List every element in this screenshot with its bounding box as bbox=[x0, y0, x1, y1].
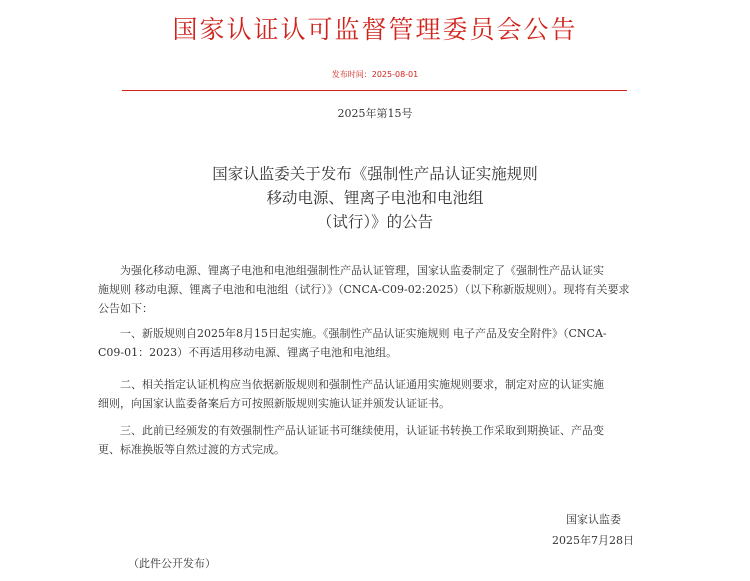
announcement-header: 国家认证认可监督管理委员会公告 bbox=[172, 15, 578, 44]
paragraph-line: 细则，向国家认监委备案后方可按照新版规则实施认证并颁发认证证书。 bbox=[98, 397, 450, 410]
paragraph-line: 公告如下： bbox=[98, 302, 153, 315]
item-two-paragraph bbox=[98, 375, 638, 413]
header-divider bbox=[122, 90, 627, 91]
paragraph-line: 为强化移动电源、锂离子电池和电池组强制性产品认证管理，国家认监委制定了《强制性产品认证实 bbox=[120, 264, 604, 277]
paragraph-line: 施规则 移动电源、锂离子电池和电池组（试行）》（CNCA-C09-02:2025）（以下称新版规则）。现将有关要求 bbox=[98, 283, 630, 296]
paragraph-line: 二、相关指定认证机构应当依据新版规则和强制性产品认证通用实施规则要求，制定对应的认证实施 bbox=[120, 378, 604, 391]
title-line: 国家认监委关于发布《强制性产品认证实施规则 bbox=[212, 165, 538, 183]
title-line: （试行）》的公告 bbox=[316, 213, 434, 231]
paragraph-line: 更、标准换版等自然过渡的方式完成。 bbox=[98, 443, 285, 456]
paragraph-line: 一、新版规则自2025年8月15日起实施。《强制性产品认证实施规则 电子产品及安全附件》（CNCA- bbox=[120, 327, 607, 340]
signature-organization: 国家认监委 bbox=[566, 513, 621, 526]
title-line: 移动电源、锂离子电池和电池组 bbox=[266, 189, 484, 207]
paragraph-line: 三、此前已经颁发的有效强制性产品认证证书可继续使用，认证证书转换工作采取到期换证、产品变 bbox=[120, 424, 604, 437]
item-one-paragraph bbox=[98, 324, 638, 362]
signature-date: 2025年7月28日 bbox=[552, 534, 634, 547]
public-release-note: （此件公开发布） bbox=[128, 557, 216, 570]
document-title bbox=[0, 162, 750, 234]
item-three-paragraph bbox=[98, 421, 638, 459]
intro-paragraph bbox=[98, 261, 638, 318]
document-number: 2025年第15号 bbox=[337, 107, 413, 120]
publish-time: 发布时间：2025-08-01 bbox=[331, 70, 419, 79]
paragraph-line: C09-01：2023）不再适用移动电源、锂离子电池和电池组。 bbox=[98, 346, 398, 359]
